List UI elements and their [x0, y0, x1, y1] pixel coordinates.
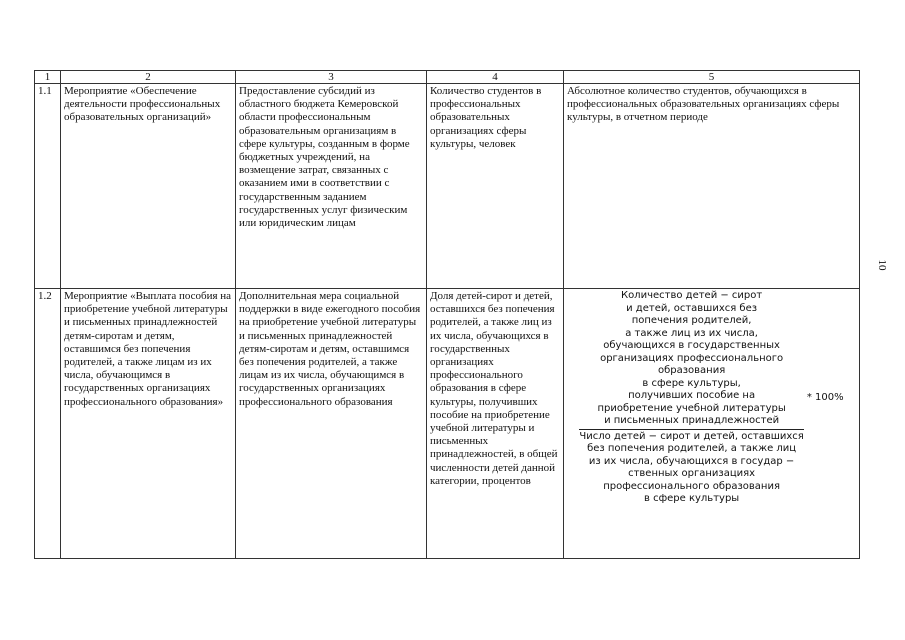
row-number: 1.2: [35, 289, 61, 559]
formula-line: ственных организациях: [628, 468, 756, 479]
formula-line: и детей, оставшихся без: [626, 302, 758, 314]
formula-line: из их числа, обучающихся в государ −: [588, 455, 795, 467]
header-col-3: 3: [236, 71, 427, 84]
formula-line: профессионального образования: [603, 480, 780, 492]
formula-line: приобретение учебной литературы: [597, 402, 786, 414]
formula-line: Количество детей − сирот: [620, 290, 763, 301]
header-col-4: 4: [427, 71, 564, 84]
table-row: [35, 289, 860, 559]
event-name: Мероприятие «Выплата пособия на приобретение учебной литературы и письменных принадлежностей детям-сиротам и детям, оставшимся без попечения родителей, а также лицам из их числа, обучающимся в государственных организациях профессионального образования»: [61, 289, 236, 559]
formula-line: образования: [657, 365, 726, 376]
indicator-name: Количество студентов в профессиональных образовательных организациях сферы культуры, человек: [427, 84, 564, 289]
formula-denominator: [579, 430, 803, 506]
header-col-2: 2: [61, 71, 236, 84]
formula-line: без попечения родителей, а также лиц: [587, 443, 797, 454]
formula-line: получивших пособие на: [628, 390, 756, 401]
event-name: Мероприятие «Обеспечение деятельности профессиональных образовательных организаций»: [61, 84, 236, 289]
formula-multiplier: * 100%: [806, 391, 844, 403]
header-col-1: 1: [35, 71, 61, 84]
formula-line: обучающихся в государственных: [603, 340, 780, 351]
formula-numerator: [579, 290, 803, 430]
event-description: Предоставление субсидий из областного бюджета Кемеровской области профессиональным образовательным организациям в сфере культуры, созданным в форме бюджетных учреждений, на возмещение затрат, связанных с оказанием ими в соответствии с государственным заданием государственных услуг физическим или юридическим лицам: [236, 84, 427, 289]
table-header-row: [35, 71, 860, 84]
table-row: [35, 84, 860, 289]
formula-line: организациях профессионального: [600, 352, 784, 364]
formula-line: и письменных принадлежностей: [604, 415, 780, 426]
formula-fraction: [579, 290, 843, 506]
calculation-method: Абсолютное количество студентов, обучающихся в профессиональных образовательных организациях сферы культуры, в отчетном периоде: [564, 84, 860, 289]
formula-line: в сфере культуры,: [642, 377, 741, 389]
indicator-name: Доля детей-сирот и детей, оставшихся без попечения родителей, а также лиц из их числа, обучающихся в государственных организациях профессионального образования в сфере культуры, получивших пособие на приобретение учебной литературы и письменных принадлежностей, в общей численности детей данной категории, процентов: [427, 289, 564, 559]
formula-line: Число детей − сирот и детей, оставшихся: [579, 430, 804, 442]
formula-line: в сфере культуры: [644, 493, 740, 504]
page-number: 10: [876, 259, 888, 271]
formula-line: попечения родителей,: [631, 315, 752, 326]
formula-line: а также лиц из их числа,: [625, 327, 758, 339]
event-description: Дополнительная мера социальной поддержки в виде ежегодного пособия на приобретение учебной литературы и письменных принадлежностей детям-сиротам и детям, оставшимся без попечения родителей, а также лицам из их числа, обучающимся в государственных организациях профессионального образования: [236, 289, 427, 559]
calculation-formula: [564, 289, 860, 559]
indicators-table: [34, 70, 860, 559]
header-col-5: 5: [564, 71, 860, 84]
row-number: 1.1: [35, 84, 61, 289]
